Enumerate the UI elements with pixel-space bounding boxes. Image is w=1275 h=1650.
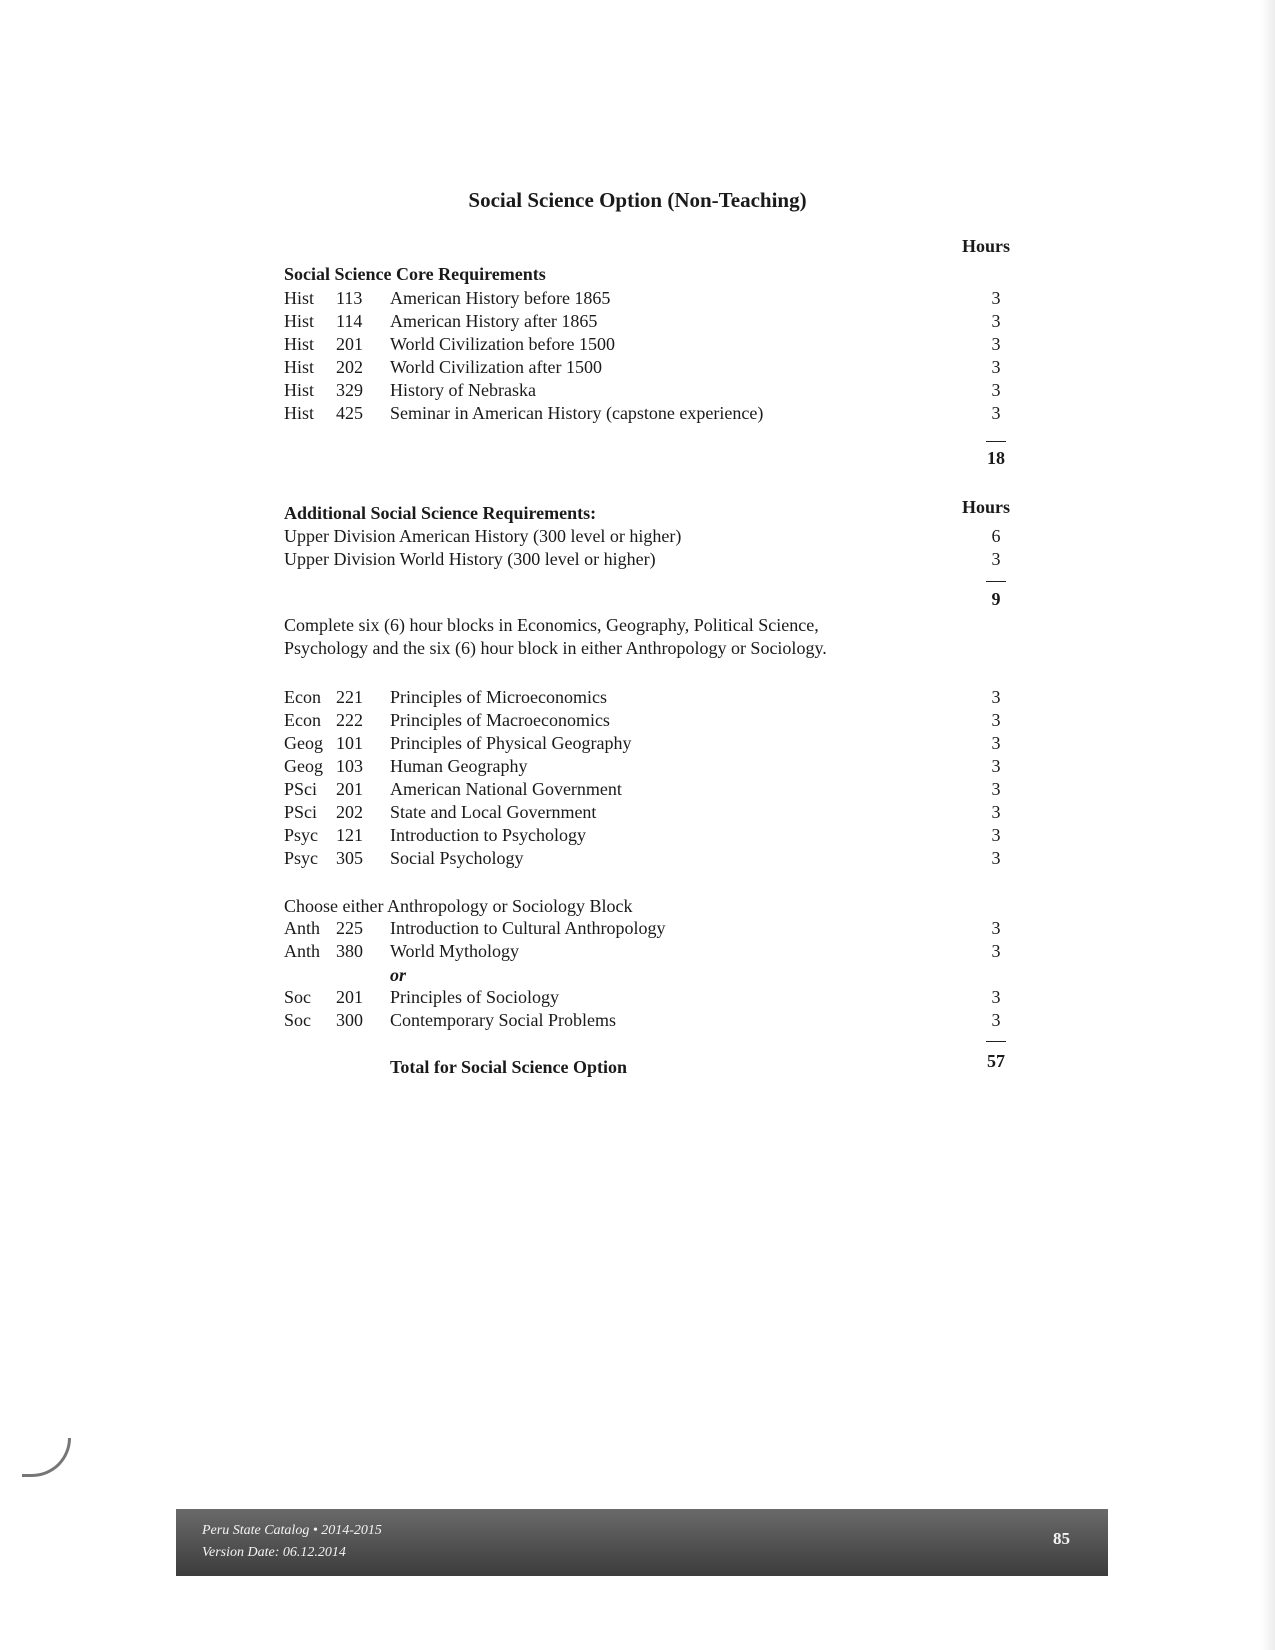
course-hours: 3	[991, 380, 1001, 400]
course-hours: 3	[991, 987, 1001, 1007]
course-number: 329	[336, 380, 363, 400]
table-row	[0, 403, 1275, 426]
table-row	[0, 733, 1275, 756]
course-hours: 3	[991, 357, 1001, 377]
course-dept: Econ	[284, 710, 321, 730]
table-row	[0, 941, 1275, 964]
hours-header: Hours	[962, 236, 1011, 256]
table-row	[0, 334, 1275, 357]
table-row	[0, 710, 1275, 733]
course-hours: 3	[991, 779, 1001, 799]
table-row	[0, 825, 1275, 848]
total-option-label: Total for Social Science Option	[390, 1057, 628, 1077]
blocks-note-line: Complete six (6) hour blocks in Economics, Geography, Political Science,	[284, 615, 819, 635]
table-row	[0, 848, 1275, 871]
hours-header: Hours	[962, 497, 1011, 517]
core-total-hours: 18	[987, 448, 1005, 468]
course-hours: 3	[991, 687, 1001, 707]
course-number: 225	[336, 918, 363, 938]
course-title: State and Local Government	[390, 802, 597, 822]
course-hours: 3	[991, 941, 1001, 961]
blocks-note	[284, 614, 924, 660]
course-hours: 3	[991, 918, 1001, 938]
table-row	[0, 1010, 1275, 1033]
course-hours: 3	[991, 756, 1001, 776]
subtotal-rule	[986, 441, 1006, 442]
table-row	[0, 380, 1275, 403]
course-number: 114	[336, 311, 363, 331]
scan-artifact-mark	[22, 1438, 71, 1477]
course-title: Contemporary Social Problems	[390, 1010, 616, 1030]
course-dept: Hist	[284, 403, 315, 423]
requirement-hours: 6	[991, 526, 1001, 546]
course-dept: Anth	[284, 918, 320, 938]
course-title: American History before 1865	[390, 288, 611, 308]
requirement-hours: 3	[991, 549, 1001, 569]
table-row	[0, 288, 1275, 311]
course-title: Principles of Physical Geography	[390, 733, 632, 753]
course-title: Introduction to Psychology	[390, 825, 586, 845]
total-option-hours: 57	[987, 1051, 1005, 1071]
course-hours: 3	[991, 311, 1001, 331]
course-number: 300	[336, 1010, 363, 1030]
footer-version-date: Version Date: 06.12.2014	[202, 1545, 346, 1560]
course-number: 201	[336, 987, 363, 1007]
course-number: 201	[336, 334, 363, 354]
course-hours: 3	[991, 1010, 1001, 1030]
table-row	[0, 802, 1275, 825]
course-hours: 3	[991, 403, 1001, 423]
course-title: Human Geography	[390, 756, 528, 776]
course-hours: 3	[991, 848, 1001, 868]
table-row	[0, 549, 1275, 572]
course-number: 113	[336, 288, 363, 308]
table-row	[0, 311, 1275, 334]
course-number: 305	[336, 848, 363, 868]
table-row	[0, 526, 1275, 549]
table-row	[0, 687, 1275, 710]
course-number: 222	[336, 710, 363, 730]
course-dept: Soc	[284, 987, 311, 1007]
course-number: 202	[336, 802, 363, 822]
course-title: Social Psychology	[390, 848, 524, 868]
course-dept: Econ	[284, 687, 321, 707]
course-dept: Soc	[284, 1010, 311, 1030]
subtotal-rule	[986, 581, 1006, 582]
course-hours: 3	[991, 710, 1001, 730]
course-number: 201	[336, 779, 363, 799]
course-dept: Hist	[284, 357, 315, 377]
blocks-note-line: Psychology and the six (6) hour block in either Anthropology or Sociology.	[284, 638, 827, 658]
course-title: American History after 1865	[390, 311, 598, 331]
subtotal-rule	[986, 1041, 1006, 1042]
table-row	[0, 779, 1275, 802]
course-title: Introduction to Cultural Anthropology	[390, 918, 666, 938]
course-title: History of Nebraska	[390, 380, 536, 400]
course-number: 425	[336, 403, 363, 423]
additional-heading: Additional Social Science Requirements:	[284, 503, 597, 523]
course-dept: Hist	[284, 311, 315, 331]
course-dept: Hist	[284, 334, 315, 354]
course-hours: 3	[991, 733, 1001, 753]
course-hours: 3	[991, 825, 1001, 845]
course-hours: 3	[991, 334, 1001, 354]
course-hours: 3	[991, 802, 1001, 822]
course-title: World Civilization before 1500	[390, 334, 615, 354]
course-title: American National Government	[390, 779, 622, 799]
course-title: Principles of Sociology	[390, 987, 559, 1007]
course-number: 101	[336, 733, 363, 753]
course-title: World Mythology	[390, 941, 520, 961]
course-dept: Geog	[284, 733, 323, 753]
course-dept: PSci	[284, 802, 318, 822]
page-title: Social Science Option (Non-Teaching)	[468, 188, 807, 212]
course-title: Principles of Microeconomics	[390, 687, 607, 707]
or-label: or	[390, 965, 407, 985]
course-number: 103	[336, 756, 363, 776]
course-dept: Geog	[284, 756, 323, 776]
choose-heading: Choose either Anthropology or Sociology Block	[284, 896, 633, 916]
table-row	[0, 357, 1275, 380]
course-dept: PSci	[284, 779, 318, 799]
page-number: 85	[1053, 1529, 1070, 1548]
course-hours: 3	[991, 288, 1001, 308]
table-row	[0, 918, 1275, 941]
footer-catalog: Peru State Catalog • 2014-2015	[202, 1523, 382, 1538]
course-dept: Psyc	[284, 825, 319, 845]
course-title: Seminar in American History (capstone experience)	[390, 403, 764, 423]
course-dept: Hist	[284, 380, 315, 400]
course-dept: Anth	[284, 941, 320, 961]
course-dept: Hist	[284, 288, 315, 308]
table-row	[0, 756, 1275, 779]
requirement-text: Upper Division World History (300 level or higher)	[284, 549, 656, 569]
course-number: 202	[336, 357, 363, 377]
course-number: 221	[336, 687, 363, 707]
table-row	[0, 987, 1275, 1010]
core-heading: Social Science Core Requirements	[284, 264, 546, 284]
course-number: 121	[336, 825, 363, 845]
course-title: World Civilization after 1500	[390, 357, 603, 377]
course-dept: Psyc	[284, 848, 319, 868]
additional-total-hours: 9	[991, 589, 1001, 609]
course-number: 380	[336, 941, 363, 961]
requirement-text: Upper Division American History (300 level or higher)	[284, 526, 682, 546]
course-title: Principles of Macroeconomics	[390, 710, 610, 730]
page-footer	[176, 1509, 1108, 1576]
